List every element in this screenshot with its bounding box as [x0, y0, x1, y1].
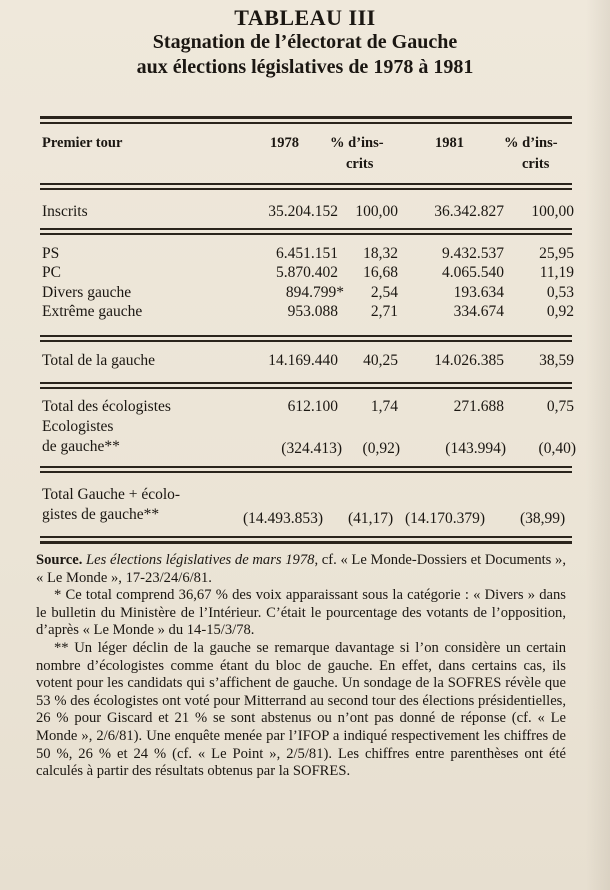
row-total-gauche-1981: 14.026.385	[434, 352, 504, 369]
row-total-gauche-eco-1981: (14.170.379)	[405, 510, 486, 527]
row-total-eco-pct-1978: 1,74	[370, 398, 398, 415]
page-edge-shadow	[586, 0, 610, 890]
rule-after-eco-1	[40, 466, 572, 468]
header-premier-tour: Premier tour	[42, 135, 123, 151]
row-total-gauche-pct-1978: 40,25	[363, 352, 398, 369]
header-1981: 1981	[435, 135, 464, 151]
header-rule-1	[40, 183, 572, 185]
bottom-rule-2	[40, 541, 572, 544]
row-total-gauche-1978: 14.169.440	[268, 352, 338, 369]
rule-after-parties-1	[40, 335, 572, 337]
row-inscrits-label: Inscrits	[42, 203, 88, 220]
row-ps-label: PS	[42, 245, 60, 262]
header-pct-1978-l2: crits	[346, 156, 374, 172]
row-ps-pct-1981: 25,95	[539, 245, 574, 262]
row-eco-gauche-1981: (143.994)	[445, 440, 506, 457]
row-eco-gauche-label-l2: de gauche**	[42, 438, 120, 455]
row-extreme-1981: 334.674	[453, 303, 504, 320]
header-pct-1981-l2: crits	[522, 156, 550, 172]
row-divers-pct-1981: 0,53	[546, 284, 574, 301]
row-inscrits-pct-1981: 100,00	[531, 203, 574, 220]
row-eco-gauche-pct-1978: (0,92)	[362, 440, 400, 457]
table-title-block	[0, 6, 610, 80]
top-rule-thin	[40, 122, 572, 124]
row-inscrits-pct-1978: 100,00	[355, 203, 398, 220]
row-divers-1981: 193.634	[453, 284, 504, 301]
row-inscrits-1981: 36.342.827	[434, 203, 504, 220]
row-divers-label: Divers gauche	[42, 284, 132, 301]
source-label: Source.	[36, 552, 83, 568]
source-title: Les élections législatives de mars 1978	[86, 552, 315, 568]
rule-after-inscrits-2	[40, 233, 572, 235]
row-extreme-label: Extrême gauche	[42, 303, 143, 320]
row-divers-1978: 894.799*	[285, 284, 344, 301]
row-total-gauche-label: Total de la gauche	[42, 352, 155, 369]
row-total-gauche-eco-label-l2: gistes de gauche**	[42, 506, 160, 523]
row-total-eco-pct-1981: 0,75	[546, 398, 574, 415]
rule-after-inscrits-1	[40, 228, 572, 230]
row-total-gauche-eco-1978: (14.493.853)	[243, 510, 324, 527]
row-pc-label: PC	[42, 264, 61, 281]
header-1978: 1978	[270, 135, 299, 151]
row-total-eco-1981: 271.688	[453, 398, 504, 415]
footnotes	[36, 552, 566, 781]
table-title-line-2: aux élections législatives de 1978 à 1981	[136, 56, 474, 78]
row-ps-1978: 6.451.151	[276, 245, 338, 262]
row-extreme-1978: 953.088	[287, 303, 338, 320]
source-rest: , cf. « Le Monde-Dossiers et Documents », « Le Monde », 17-23/24/6/81.	[36, 552, 566, 586]
header-pct-1978-l1: % d’ins-	[330, 135, 384, 151]
source-note	[36, 552, 566, 587]
rule-after-total-gauche-1	[40, 382, 572, 384]
rule-after-total-gauche-2	[40, 387, 572, 389]
bottom-rule-1	[40, 536, 572, 538]
header-pct-1981-l1: % d’ins-	[504, 135, 558, 151]
row-extreme-pct-1978: 2,71	[370, 303, 398, 320]
row-total-gauche-eco-pct-1978: (41,17)	[348, 510, 394, 527]
row-extreme-pct-1981: 0,92	[546, 303, 574, 320]
row-total-gauche-pct-1981: 38,59	[539, 352, 574, 369]
rule-after-eco-2	[40, 471, 572, 473]
row-total-eco-1978: 612.100	[287, 398, 338, 415]
row-ps-pct-1978: 18,32	[363, 245, 398, 262]
row-pc-pct-1978: 16,68	[363, 264, 398, 281]
row-total-eco-label: Total des écologistes	[42, 398, 171, 415]
row-inscrits-1978: 35.204.152	[268, 203, 338, 220]
row-ps-1981: 9.432.537	[442, 245, 504, 262]
row-divers-pct-1978: 2,54	[370, 284, 398, 301]
footnote-1: * Ce total comprend 36,67 % des voix apparaissant sous la catégorie : « Divers » dans le bulletin du Ministère de l’Intérieur. C’était le pourcentage des votants de l’opposition, d’après « Le Monde » du 14-15/3/78.	[36, 587, 566, 639]
row-eco-gauche-1978: (324.413)	[281, 440, 342, 457]
rule-after-parties-2	[40, 340, 572, 342]
row-total-gauche-eco-label-l1: Total Gauche + écolo-	[42, 486, 181, 503]
table-number: TABLEAU III	[234, 5, 376, 30]
row-eco-gauche-label-l1: Ecologistes	[42, 418, 114, 435]
row-total-gauche-eco-pct-1981: (38,99)	[520, 510, 566, 527]
row-pc-1981: 4.065.540	[442, 264, 504, 281]
row-pc-pct-1981: 11,19	[539, 264, 574, 281]
row-pc-1978: 5.870.402	[276, 264, 338, 281]
top-rule-thick	[40, 116, 572, 119]
header-rule-2	[40, 188, 572, 190]
table-title-line-1: Stagnation de l’électorat de Gauche	[152, 31, 458, 53]
row-eco-gauche-pct-1981: (0,40)	[538, 440, 576, 457]
footnote-2: ** Un léger déclin de la gauche se remarque davantage si l’on considère un certain nombre d’écologistes comme étant du bloc de gauche. En effet, dans certains cas, ils votent pour les candidats qui s’affichent de gauche. Un sondage de la SOFRES révèle que 53 % des écologistes ont voté pour Mitterrand au second tour des élections présidentielles, 26 % pour Giscard et 21 % se sont abstenus ou n’ont pas donné de réponse (cf. « Le Monde », 2/6/81). Une enquête menée par l’IFOP a indiqué respectivement les chiffres de 50 %, 26 % et 24 % (cf. « Le Point », 2/5/81). Les chiffres entre parenthèses ont été calculés à partir des résultats obtenus par la SOFRES.	[36, 639, 566, 780]
